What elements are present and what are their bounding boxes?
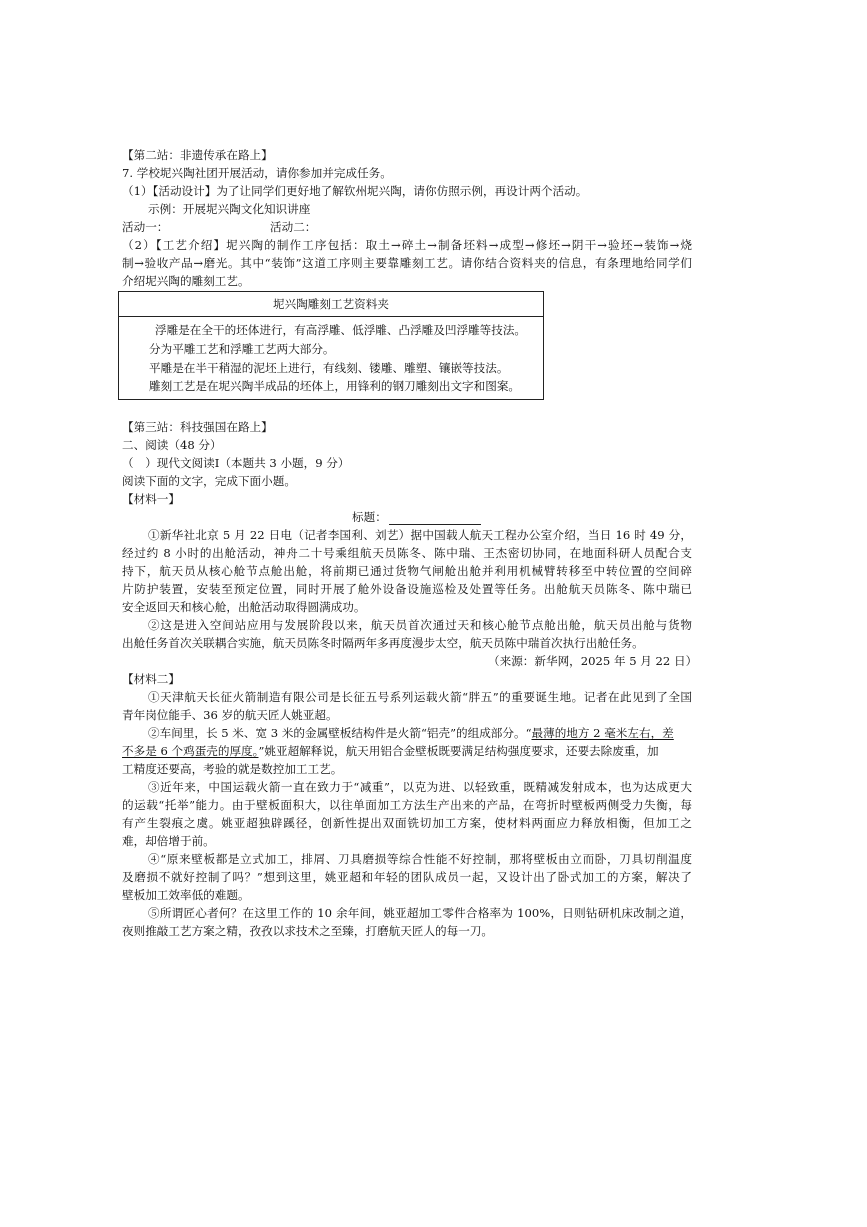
title-field — [352, 510, 481, 525]
m1-p1-line: ①新华社北京 5 月 22 日电（记者李国利、刘艺）据中国载人航天工程办公室介绍，当日 16 时 49 分， — [148, 528, 692, 542]
activity1-label: 活动一： — [122, 220, 169, 234]
m2-p2-text: ”姚亚超解释说，航天用铝合金壁板既要满足结构强度要求，还要去除废重，加 — [258, 744, 659, 758]
reading-instruction: 阅读下面的文字，完成下面小题。 — [122, 474, 296, 488]
folder-line-1: 浮雕是在全干的坯体进行，有高浮雕、低浮雕、凸浮雕及凹浮雕等技法。 — [155, 323, 527, 337]
station2-heading: 【第二站：非遗传承在路上】 — [122, 148, 273, 162]
m2-p2-line — [122, 744, 692, 759]
m2-p4-line: 壁板加工效率低的难题。 — [122, 888, 250, 902]
part2-line-1: （2）【工艺介绍】坭兴陶的制作工序包括：取土→碎土→制备坯料→成型→修坯→阴干→验坯→装饰→烧 — [122, 238, 692, 252]
example-line: 示例：开展坭兴陶文化知识讲座 — [148, 202, 311, 216]
folder-line-2: 分为平雕工艺和浮雕工艺两大部分。 — [149, 342, 335, 356]
m2-p2-line — [148, 726, 692, 741]
question-7: 7. 学校坭兴陶社团开展活动，请你参加并完成任务。 — [122, 166, 392, 180]
m1-p1-line: 经过约 8 小时的出舱活动，神舟二十号乘组航天员陈冬、陈中瑞、王杰密切协同，在地面科研人员配合支 — [122, 546, 692, 560]
m2-p2-text: ②车间里，长 5 米、宽 3 米的金属壁板结构件是火箭“铝壳”的组成部分。“ — [148, 726, 532, 740]
title-label: 标题： — [352, 510, 387, 524]
m2-p2-line: 工精度还要高，考验的就是数控加工工艺。 — [122, 762, 343, 776]
m1-p2-line: ②这是进入空间站应用与发展阶段以来，航天员首次通过天和核心舱节点舱出舱，航天员出舱与货物 — [148, 618, 692, 632]
folder-divider — [119, 316, 543, 317]
m2-p4-line: ④“原来壁板都是立式加工，排屑、刀具磨损等综合性能不好控制，那将壁板由立而卧，刀具切削温度 — [148, 852, 692, 866]
folder-title: 坭兴陶雕刻工艺资料夹 — [273, 297, 389, 311]
part2-line-3: 介绍坭兴陶的雕刻工艺。 — [122, 274, 250, 288]
m2-p3-line: 难，却倍增于前。 — [122, 834, 215, 848]
m2-p1-line: 青年岗位能手、36 岁的航天匠人姚亚超。 — [122, 708, 338, 722]
m1-p2-line: 出舱任务首次关联耦合实施，航天员陈冬时隔两年多再度漫步太空，航天员陈中瑞首次执行出舱任务。 — [122, 636, 644, 650]
material-folder-box — [118, 291, 544, 400]
material1-label: 【材料一】 — [122, 492, 180, 506]
material2-label: 【材料二】 — [122, 672, 180, 686]
m2-p3-line: ③近年来，中国运载火箭一直在致力于“减重”，以克为进、以轻致重，既精减发射成本，也为达成更大 — [148, 780, 692, 794]
m2-p2-underlined: 最薄的地方 2 毫米左右，差 — [531, 726, 674, 740]
station3-heading: 【第三站：科技强国在路上】 — [122, 420, 273, 434]
m1-p1-line: 片防护装置，安装至预定位置，同时开展了舱外设备设施巡检及处置等任务。出舱航天员陈冬、陈中瑞已 — [122, 582, 692, 596]
m2-p4-line: 及磨损不就好控制了吗？”想到这里，姚亚超和年轻的团队成员一起，又设计出了卧式加工的方案，解决了 — [122, 870, 692, 884]
part2-line-2: 制→验收产品→磨光。其中“装饰”这道工序则主要靠雕刻工艺。请你结合资料夹的信息，有条理地给同学们 — [122, 256, 692, 270]
folder-line-3: 平雕是在半干稍湿的泥坯上进行，有线刻、镂雕、雕塑、镶嵌等技法。 — [149, 361, 509, 375]
part1-prompt: （1）【活动设计】为了让同学们更好地了解钦州坭兴陶，请你仿照示例，再设计两个活动。 — [122, 184, 588, 198]
m2-p1-line: ①天津航天长征火箭制造有限公司是长征五号系列运载火箭“胖五”的重要诞生地。记者在此见到了全国 — [148, 690, 692, 704]
m1-p1-line: 持下，航天员从核心舱节点舱出舱，将前期已通过货物气闸舱出舱并利用机械臂转移至中转位置的空间碎 — [122, 564, 692, 578]
m2-p2-underlined: 不多是 6 个鸡蛋壳的厚度。 — [122, 744, 259, 758]
section-reading: 二、阅读（48 分） — [122, 438, 222, 452]
subsection-reading-1: （ ）现代文阅读Ⅰ（本题共 3 小题，9 分） — [122, 456, 350, 470]
m2-p5-line: ⑤所谓匠心者何？在这里工作的 10 余年间，姚亚超加工零件合格率为 100%，日则钻研机床改制之道， — [148, 906, 692, 920]
activity2-label: 活动二： — [270, 220, 317, 234]
title-blank — [389, 512, 481, 525]
folder-line-4: 雕刻工艺是在坭兴陶半成品的坯体上，用锋利的钢刀雕刻出文字和图案。 — [149, 379, 521, 393]
m2-p3-line: 的运载“托举”能力。由于壁板面积大，以往单面加工方法生产出来的产品，在弯折时壁板两侧受力失衡，每 — [122, 798, 692, 812]
m2-p5-line: 夜则推敲工艺方案之精，孜孜以求技术之至臻，打磨航天匠人的每一刀。 — [122, 924, 494, 938]
source-note: （来源：新华网，2025 年 5 月 22 日） — [488, 654, 698, 668]
m2-p3-line: 有产生裂痕之虞。姚亚超独辟蹊径，创新性提出双面铣切加工方案，使材料两面应力释放相衡，但加工之 — [122, 816, 692, 830]
m1-p1-line: 安全返回天和核心舱，出舱活动取得圆满成功。 — [122, 600, 366, 614]
